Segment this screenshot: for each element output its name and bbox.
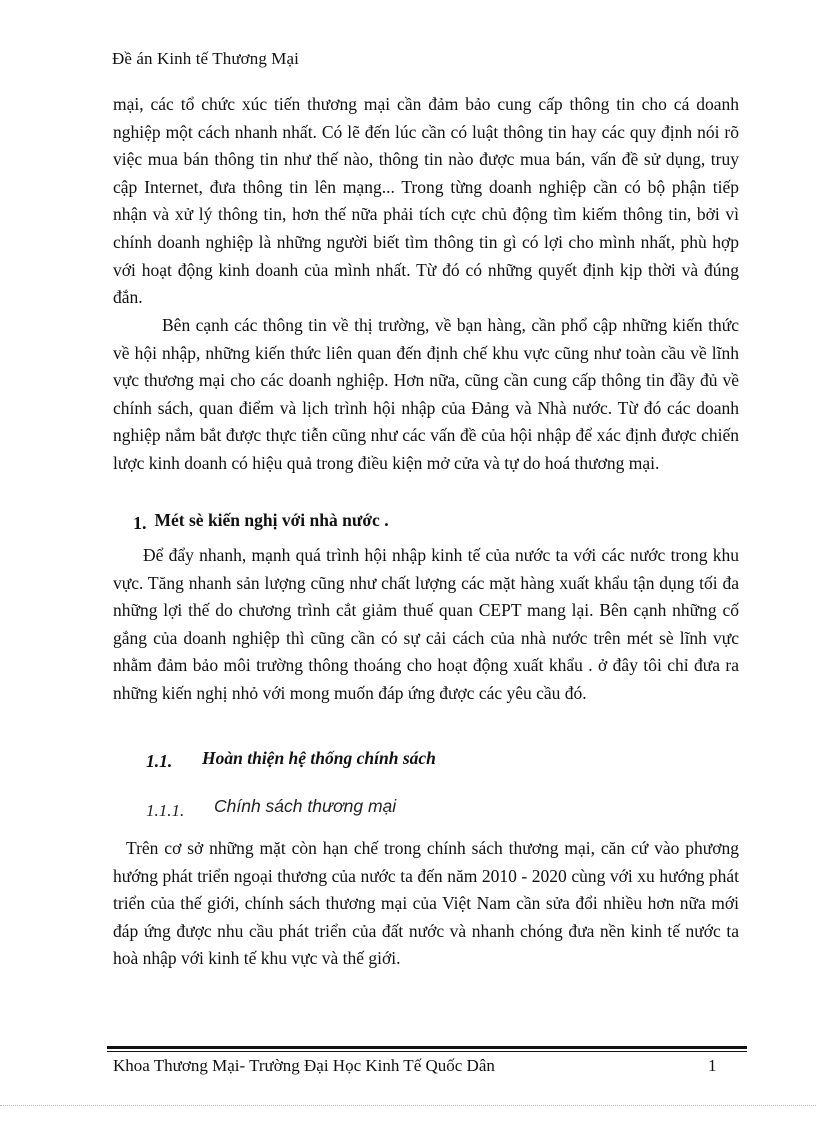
paragraph-integration-knowledge: Bên cạnh các thông tin về thị trường, về bạn hàng, cần phổ cập những kiến thức về hội nhập, những kiến thức liên quan đến định chế khu vực cũng như toàn cầu về lĩnh vực thương mại cho các doanh nghiệp. Hơn nữa, cũng cần cung cấp thông tin đầy đủ về chính sách, quan điểm và lịch trình hội nhập của Đảng và Nhà nước. Từ đó các doanh nghiệp nắm bắt được thực tiễn cũng như các vấn đề của hội nhập để xác định được chiến lược kinh doanh có hiệu quả trong điều kiện mở cửa và tự do hoá thương mại. — [113, 315, 739, 473]
section-title-1: Mét sè kiến nghị với nhà nước . — [154, 510, 389, 530]
section-title-1-1: Hoàn thiện hệ thống chính sách — [202, 748, 436, 768]
footer-divider-thick — [107, 1046, 747, 1049]
paragraph-recommendations-intro: Để đẩy nhanh, mạnh quá trình hội nhập kinh tế của nước ta với các nước trong khu vực. Tăng nhanh sản lượng cũng như chất lượng các mặt hàng xuất khẩu tận dụng tối đa những lợi thế do chương trình cắt giảm thuế quan CEPT mang lại. Bên cạnh những cố gắng của doanh nghiệp thì cũng cần có sự cải cách của nhà nước trên mét sè lĩnh vực nhằm đảm bảo môi trường thông thoáng cho hoạt động xuất khẩu . ở đây tôi chỉ đưa ra những kiến nghị nhỏ với mong muốn đáp ứng được các yêu cầu đó. — [113, 545, 739, 703]
section-title-1-1-1: Chính sách thương mại — [214, 796, 397, 816]
footer-institution: Khoa Thương Mại- Trường Đại Học Kinh Tế Quốc Dân — [113, 1056, 495, 1075]
footer-divider-thin — [107, 1051, 747, 1052]
section-heading-1 — [133, 510, 389, 531]
section-heading-1-1-1 — [146, 796, 397, 820]
section-heading-1-1 — [146, 748, 436, 769]
paragraph-trade-policy: Trên cơ sở những mặt còn hạn chế trong chính sách thương mại, căn cứ vào phương hướng phát triển ngoại thương của nước ta đến năm 2010 - 2020 cùng với xu hướng phát triển của thế giới, chính sách thương mại của Việt Nam cần sửa đổi nhiều hơn nữa mới đáp ứng được nhu cầu phát triển của đất nước và nhanh chóng đưa nền kinh tế nước ta hoà nhập với kinh tế khu vực và thế giới. — [113, 838, 739, 969]
section-number-1-1-1: 1.1.1. — [146, 801, 185, 820]
page-number: 1 — [708, 1056, 717, 1075]
section-number-1: 1. — [133, 513, 147, 533]
page-bottom-edge — [0, 1105, 816, 1106]
section-number-1-1: 1.1. — [146, 751, 173, 771]
paragraph-information-services: mại, các tổ chức xúc tiến thương mại cần đảm bảo cung cấp thông tin cho cá doanh nghiệp một cách nhanh nhất. Có lẽ đến lúc cần có luật thông tin hay các quy định nói rõ việc mua bán thông tin như thế nào, thông tin nào được mua bán, vấn đề sử dụng, truy cập Internet, đưa thông tin lên mạng... Trong từng doanh nghiệp cần có bộ phận tiếp nhận và xử lý thông tin, hơn thế nữa phải tích cực chủ động tìm kiếm thông tin, bởi vì chính doanh nghiệp là những người biết tìm thông tin gì có lợi cho mình nhất, phù hợp với hoạt động kinh doanh của mình nhất. Từ đó có những quyết định kịp thời và đúng đắn. — [113, 94, 739, 308]
page-header-title: Đề án Kinh tế Thương Mại — [112, 49, 299, 68]
